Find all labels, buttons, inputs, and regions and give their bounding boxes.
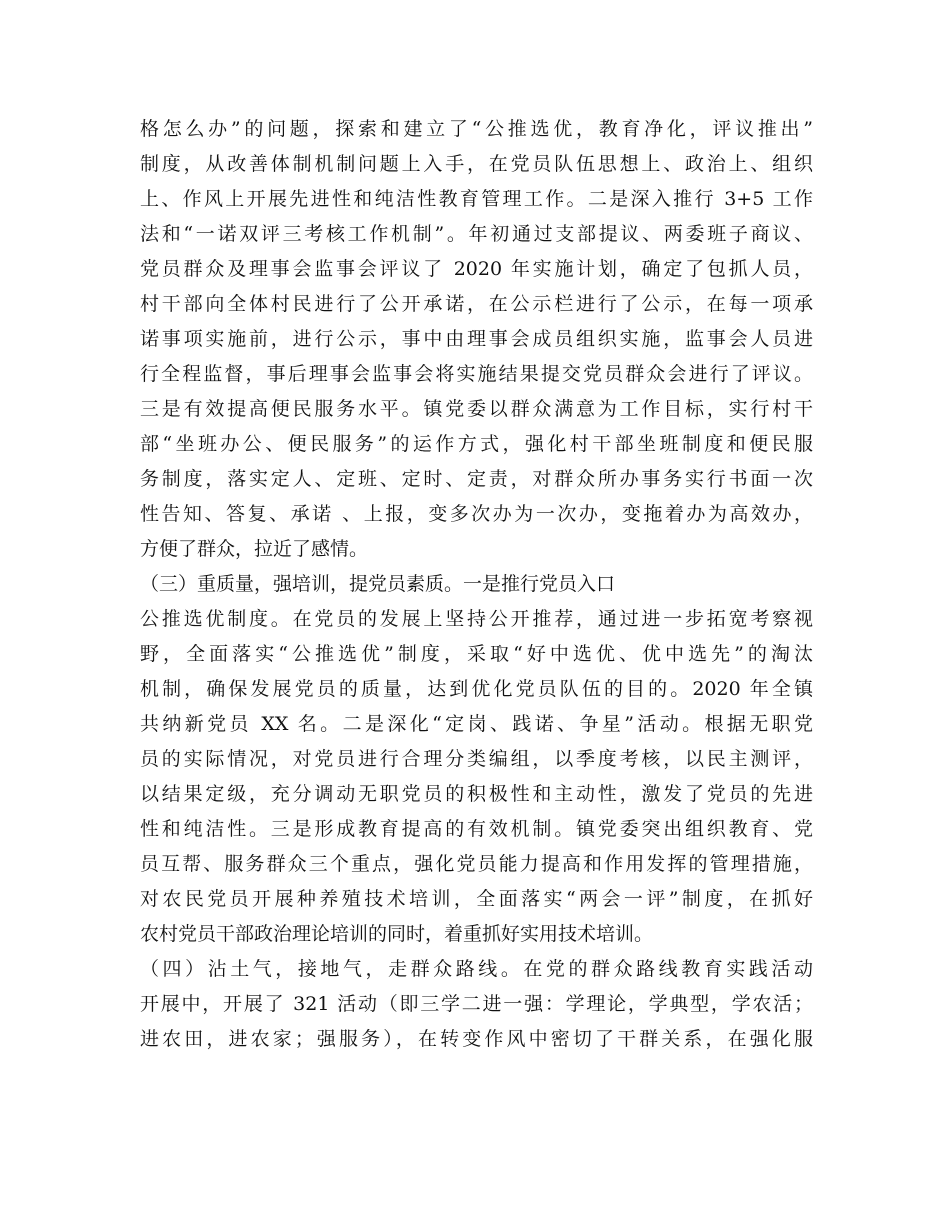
text-line: 三是有效提高便民服务水平。镇党委以群众满意为工作目标，实行村干	[140, 398, 813, 420]
section-heading-line: （四）沾土气，接地气，走群众路线。在党的群众路线教育实践活动	[140, 958, 813, 980]
text-line: 行全程监督，事后理事会监事会将实施结果提交党员群众会进行了评议。	[140, 363, 813, 385]
text-line: 性告知、答复、承诺 、上报，变多次办为一次办，变拖着办为高效办，	[140, 503, 813, 525]
text-line: 进农田，进农家；强服务），在转变作风中密切了干群关系，在强化服	[140, 1028, 813, 1050]
text-line: 方便了群众，拉近了感情。	[140, 538, 369, 560]
text-line: 野，全面落实“公推选优”制度，采取“好中选优、优中选先”的淘汰	[140, 643, 813, 665]
text-line: 诺事项实施前，进行公示，事中由理事会成员组织实施，监事会人员进	[140, 328, 813, 350]
text-line: 对农民党员开展种养殖技术培训，全面落实“两会一评”制度，在抓好	[140, 888, 813, 910]
text-line: 以结果定级，充分调动无职党员的积极性和主动性，激发了党员的先进	[140, 783, 813, 805]
text-line: 格怎么办”的问题，探索和建立了“公推选优，教育净化，评议推出”	[140, 118, 813, 140]
text-line: 上、作风上开展先进性和纯洁性教育管理工作。二是深入推行 3+5 工作	[140, 188, 813, 210]
text-line: 制度，从改善体制机制问题上入手，在党员队伍思想上、政治上、组织	[140, 153, 813, 175]
text-line: 开展中，开展了 321 活动（即三学二进一强：学理论，学典型，学农活；	[140, 993, 813, 1015]
text-line: 性和纯洁性。三是形成教育提高的有效机制。镇党委突出组织教育、党	[140, 818, 813, 840]
text-line: 机制，确保发展党员的质量，达到优化党员队伍的目的。2020 年全镇	[140, 678, 813, 700]
text-line: 法和“一诺双评三考核工作机制”。年初通过支部提议、两委班子商议、	[140, 223, 813, 245]
text-line: 务制度，落实定人、定班、定时、定责，对群众所办事务实行书面一次	[140, 468, 813, 490]
text-line: 农村党员干部政治理论培训的同时，着重抓好实用技术培训。	[140, 923, 654, 945]
text-line: 部“坐班办公、便民服务”的运作方式，强化村干部坐班制度和便民服	[140, 433, 813, 455]
text-line: 员的实际情况，对党员进行合理分类编组，以季度考核，以民主测评，	[140, 748, 813, 770]
text-line: 党员群众及理事会监事会评议了 2020 年实施计划，确定了包抓人员，	[140, 258, 813, 280]
text-line: 员互帮、服务群众三个重点，强化党员能力提高和作用发挥的管理措施，	[140, 853, 813, 875]
text-line: 公推选优制度。在党员的发展上坚持公开推荐，通过进一步拓宽考察视	[140, 608, 813, 630]
text-line: 共纳新党员 XX 名。二是深化“定岗、践诺、争星”活动。根据无职党	[140, 713, 813, 735]
text-line: 村干部向全体村民进行了公开承诺，在公示栏进行了公示，在每一项承	[140, 293, 813, 315]
section-heading-line: （三）重质量，强培训，提党员素质。一是推行党员入口	[140, 573, 616, 595]
